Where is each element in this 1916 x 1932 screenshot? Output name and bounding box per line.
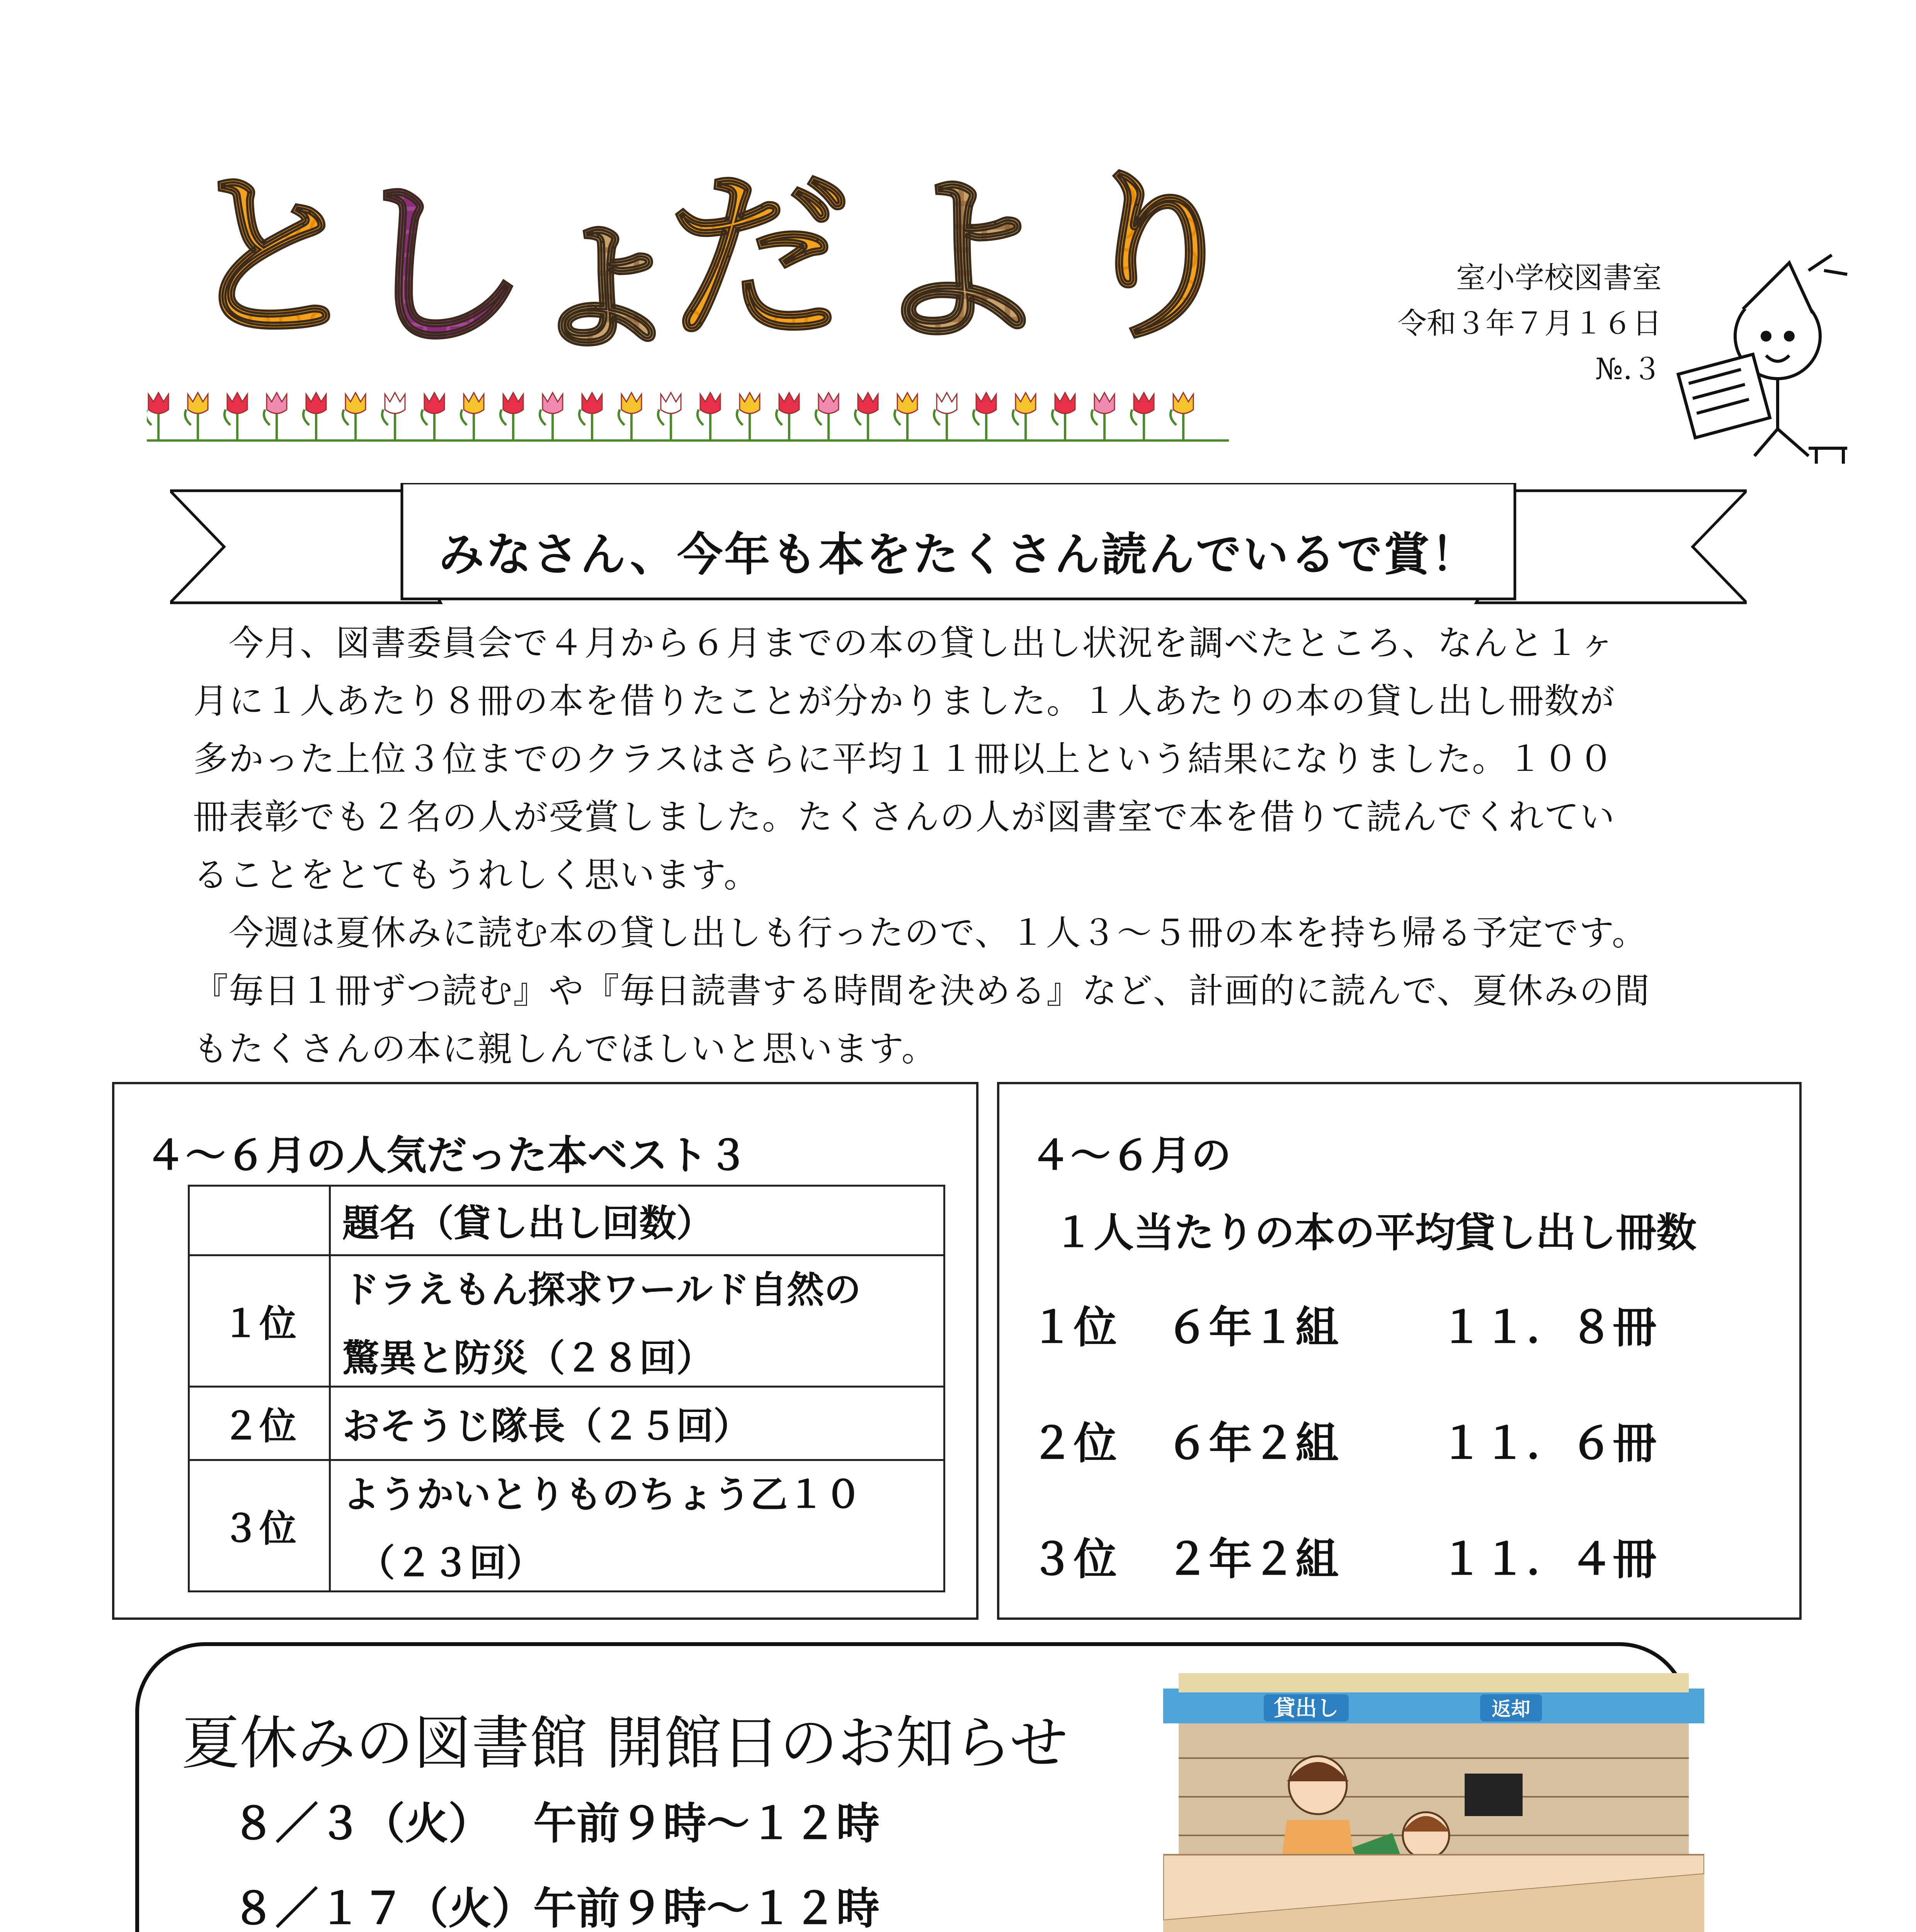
intro-line: 多かった上位３位までのクラスはさらに平均１１冊以上という結果になりました。１００ <box>193 739 1615 779</box>
title-char-5: よ <box>870 156 1051 352</box>
book-title-line: 驚異と防災（２８回） <box>342 1336 713 1380</box>
tulip-icon <box>225 393 247 440</box>
tulip-icon <box>895 393 917 440</box>
table-header-title: 題名（貸し出し回数） <box>330 1186 944 1255</box>
tulip-icon <box>185 393 208 440</box>
sign-return: 返却 <box>1492 1698 1530 1720</box>
average-rank: １位 <box>1030 1303 1117 1353</box>
school-name: 室小学校図書室 <box>1456 260 1662 295</box>
tulip-icon <box>540 393 563 440</box>
tulip-icon <box>1131 393 1154 440</box>
table-row <box>189 1387 944 1460</box>
tulip-icon <box>264 393 287 440</box>
average-value: １１．４冊 <box>1440 1534 1656 1585</box>
table-header-row <box>189 1186 944 1255</box>
issue-number: №.３ <box>1595 351 1662 386</box>
opening-date-row <box>232 1874 880 1932</box>
table-row <box>189 1460 944 1592</box>
intro-line: 月に１人あたり８冊の本を借りたことが分かりました。１人あたりの本の貸し出し冊数が <box>193 681 1615 721</box>
tulip-icon <box>343 393 366 440</box>
average-value: １１．８冊 <box>1440 1303 1656 1353</box>
tulip-icon <box>1171 393 1193 440</box>
opening-time: 午前９時～１２時 <box>533 1799 880 1849</box>
tulip-icon <box>737 393 760 440</box>
average-class: ６年２組 <box>1166 1418 1339 1469</box>
tulip-icon <box>698 393 720 440</box>
tulip-icon <box>303 393 326 440</box>
popular-books-table <box>188 1185 945 1592</box>
tulip-icon <box>382 393 405 440</box>
table-header-empty <box>189 1186 330 1255</box>
issue-date: 令和３年７月１６日 <box>1397 306 1662 340</box>
title-char-6: り <box>1067 152 1248 352</box>
tulip-icon <box>973 393 996 440</box>
book-title-cell <box>330 1460 944 1592</box>
opening-time: 午前９時～１２時 <box>533 1884 880 1932</box>
intro-line: もたくさんの本に親しんでほしいと思います。 <box>193 1029 937 1069</box>
intro-line: 冊表彰でも２名の人が受賞しました。たくさんの人が図書室で本を借りて読んでくれてい <box>193 797 1615 837</box>
tulip-icon <box>658 393 681 440</box>
popular-books-heading: ４～６月の人気だった本ベスト３ <box>145 1132 749 1179</box>
tulip-icon <box>1092 393 1115 440</box>
rank-cell: ３位 <box>189 1460 330 1592</box>
headline-banner <box>170 483 1747 611</box>
book-title-line: ドラえもん探求ワールド自然の <box>342 1268 861 1311</box>
average-class: ６年１組 <box>1166 1303 1339 1353</box>
tulip-icon <box>500 393 523 440</box>
opening-date: ８／１７（火） <box>232 1884 535 1932</box>
opening-date: ８／３（火） <box>232 1799 492 1849</box>
tulip-icon <box>619 393 642 440</box>
popular-books-box <box>112 1082 978 1620</box>
title-char-3: ょ <box>514 164 696 352</box>
tulip-icons <box>147 363 1229 448</box>
average-rank: ３位 <box>1030 1534 1117 1585</box>
tulip-icon <box>816 393 839 440</box>
tulip-icon <box>776 393 799 440</box>
tulip-icon <box>422 393 444 440</box>
intro-paragraph <box>193 614 1778 1078</box>
intro-line: 『毎日１冊ずつ読む』や『毎日読書する時間を決める』など、計画的に読んで、夏休みの間 <box>193 971 1651 1011</box>
average-row <box>1030 1293 1765 1355</box>
header-meta <box>1237 255 1662 391</box>
average-rank: ２位 <box>1030 1418 1117 1469</box>
average-heading-line1: ４～６月の <box>1030 1132 1232 1179</box>
title-char-4: だ <box>669 152 850 352</box>
average-class: ２年２組 <box>1166 1534 1339 1585</box>
tulip-icon <box>461 393 484 440</box>
table-row <box>189 1255 944 1387</box>
average-row <box>1030 1409 1765 1471</box>
title-char-1: と <box>182 152 363 352</box>
tulip-icon <box>1052 393 1075 440</box>
average-value: １１．６冊 <box>1440 1418 1656 1469</box>
tulip-icon <box>1013 393 1036 440</box>
opening-date-row <box>232 1789 880 1851</box>
intro-line: 今週は夏休みに読む本の貸し出しも行ったので、１人３～５冊の本を持ち帰る予定です。 <box>193 913 1647 953</box>
sign-lend: 貸出し <box>1274 1696 1339 1721</box>
tulip-icon <box>934 393 957 440</box>
intro-line: 今月、図書委員会で４月から６月までの本の貸し出し状況を調べたところ、なんと１ヶ <box>193 623 1615 663</box>
library-counter-illustration <box>1163 1673 1704 1932</box>
book-title-cell: おそうじ隊長（２５回） <box>330 1387 944 1460</box>
average-row <box>1030 1525 1765 1587</box>
tulip-icon <box>579 393 602 440</box>
rank-cell: １位 <box>189 1255 330 1387</box>
tulip-border <box>147 363 1229 448</box>
average-heading-line2: １人当たりの本の平均貸し出し冊数 <box>1053 1209 1697 1256</box>
title-char-2: し <box>348 160 529 352</box>
intro-line: ることをとてもうれしく思います。 <box>193 855 759 895</box>
book-title-line: （２３回） <box>358 1541 543 1585</box>
masthead-title <box>182 151 1248 352</box>
rank-cell: ２位 <box>189 1387 330 1460</box>
book-title-cell <box>330 1255 944 1387</box>
notice-title: 夏休みの図書館 開館日のお知らせ <box>182 1710 1068 1777</box>
reading-child-illustration <box>1662 247 1855 464</box>
tulip-icon <box>855 393 878 440</box>
average-loans-box <box>997 1082 1802 1620</box>
tulip-icon <box>147 393 168 440</box>
headline-text: みなさん、今年も本をたくさん読んでいるで賞！ <box>439 528 1478 581</box>
masthead-lettering <box>182 151 1248 352</box>
book-title-line: ようかいとりものちょう乙１０ <box>342 1473 862 1516</box>
